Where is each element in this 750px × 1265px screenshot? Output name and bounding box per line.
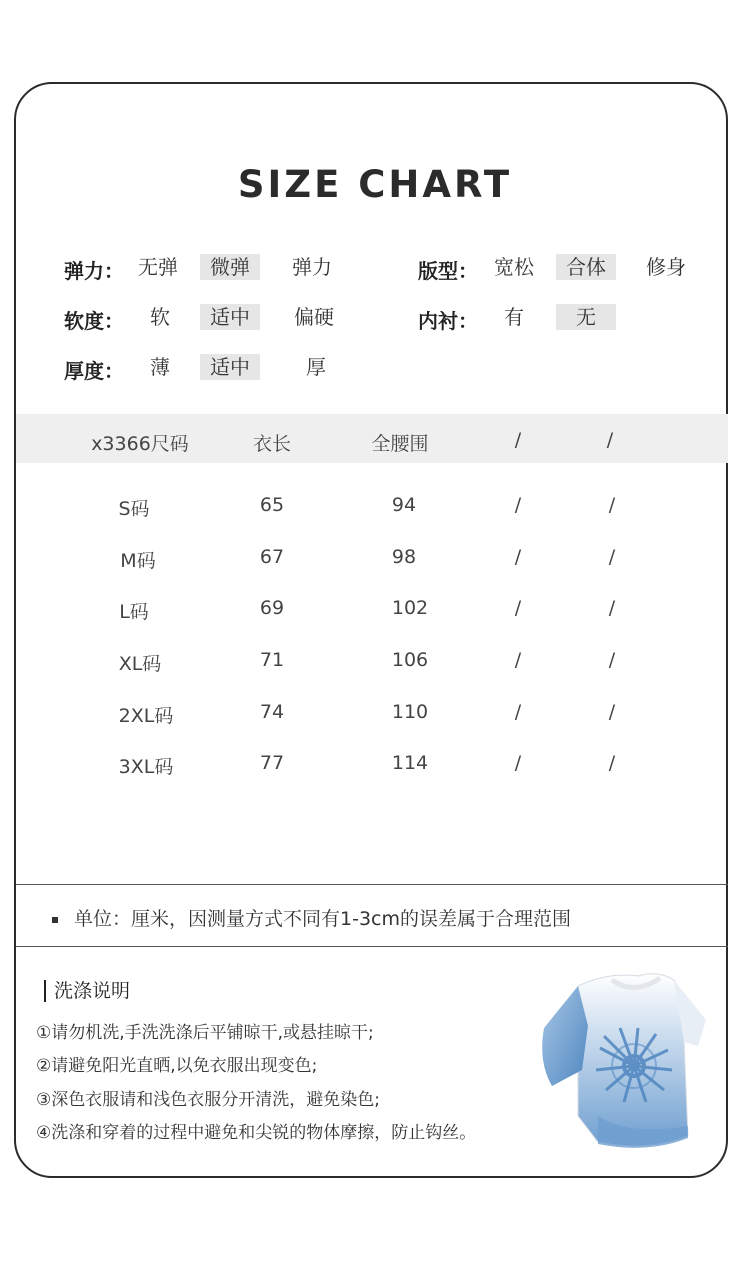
measurement-note	[52, 904, 571, 931]
fit-label: 版型：	[418, 259, 478, 283]
fit-option-loose: 宽松	[494, 255, 534, 279]
washing-item: ④洗涤和穿着的过程中避免和尖锐的物体摩擦，防止钩丝。	[36, 1123, 477, 1143]
col4-cell: /	[514, 649, 522, 671]
measurement-note-text: 单位：厘米，因测量方式不同有1-3cm的误差属于合理范围	[74, 908, 571, 930]
col4-cell: /	[514, 494, 522, 516]
thickness-option-medium: 适中	[200, 354, 260, 380]
softness-option-stiff: 偏硬	[294, 305, 334, 329]
length-cell: 71	[259, 649, 285, 671]
thickness-label: 厚度：	[64, 359, 124, 383]
col5-cell: /	[608, 494, 616, 516]
col4-cell: /	[514, 597, 522, 619]
bullet-icon	[52, 917, 58, 923]
washing-item: ③深色衣服请和浅色衣服分开清洗，避免染色;	[36, 1090, 380, 1110]
col4-cell: /	[514, 701, 522, 723]
softness-label: 软度：	[64, 309, 124, 333]
length-cell: 67	[259, 546, 285, 568]
lining-label: 内衬：	[418, 309, 478, 333]
divider-bottom	[16, 946, 728, 947]
elasticity-option-slight: 微弹	[200, 254, 260, 280]
size-cell: 3XL码	[118, 756, 174, 778]
col4-cell: /	[514, 752, 522, 774]
col5-cell: /	[608, 752, 616, 774]
size-cell: XL码	[118, 653, 162, 675]
length-cell: 77	[259, 752, 285, 774]
col5-cell: /	[608, 649, 616, 671]
header-col5: /	[606, 429, 614, 451]
waist-cell: 110	[391, 701, 429, 723]
lining-option-no: 无	[556, 304, 616, 330]
header-size: x3366尺码	[91, 433, 189, 455]
length-cell: 65	[259, 494, 285, 516]
waist-cell: 106	[391, 649, 429, 671]
divider-top	[16, 884, 728, 885]
length-cell: 74	[259, 701, 285, 723]
col4-cell: /	[514, 546, 522, 568]
lining-option-yes: 有	[504, 305, 524, 329]
elasticity-label: 弹力：	[64, 259, 124, 283]
size-cell: L码	[119, 601, 149, 623]
thickness-option-thick: 厚	[306, 355, 326, 379]
elasticity-option-none: 无弹	[138, 255, 178, 279]
tie-dye-tshirt-icon	[538, 966, 710, 1156]
waist-cell: 98	[391, 546, 417, 568]
size-cell: M码	[120, 550, 156, 572]
length-cell: 69	[259, 597, 285, 619]
size-cell: 2XL码	[118, 705, 174, 727]
col5-cell: /	[608, 701, 616, 723]
washing-item: ①请勿机洗,手洗洗涤后平铺晾干,或悬挂晾干;	[36, 1023, 374, 1043]
waist-cell: 114	[391, 752, 429, 774]
washing-item: ②请避免阳光直晒,以免衣服出现变色;	[36, 1056, 318, 1076]
waist-cell: 102	[391, 597, 429, 619]
col5-cell: /	[608, 546, 616, 568]
header-length: 衣长	[252, 433, 291, 455]
col5-cell: /	[608, 597, 616, 619]
header-waist: 全腰围	[371, 433, 429, 455]
softness-option-soft: 软	[150, 305, 170, 329]
header-col4: /	[514, 429, 522, 451]
page-title: SIZE CHART	[237, 163, 513, 206]
fit-option-regular: 合体	[556, 254, 616, 280]
washing-title: 洗涤说明	[44, 980, 130, 1002]
elasticity-option-elastic: 弹力	[292, 255, 332, 279]
size-cell: S码	[118, 498, 150, 520]
fit-option-slim: 修身	[646, 255, 686, 279]
waist-cell: 94	[391, 494, 417, 516]
softness-option-medium: 适中	[200, 304, 260, 330]
thickness-option-thin: 薄	[150, 355, 170, 379]
